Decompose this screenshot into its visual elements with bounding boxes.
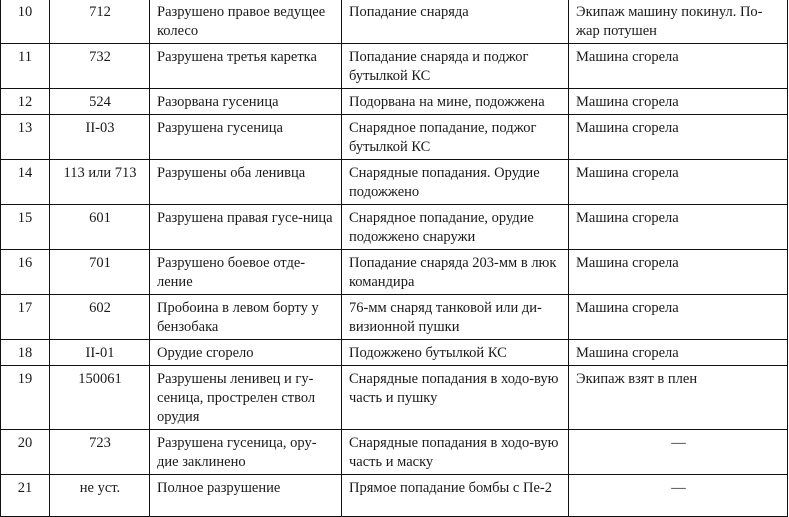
- vehicle-id: 712: [50, 0, 150, 44]
- result-cell: Машина сгорела: [569, 250, 788, 295]
- result-cell: Машина сгорела: [569, 44, 788, 89]
- damage-cell: Орудие сгорело: [150, 340, 342, 366]
- vehicle-id: 732: [50, 44, 150, 89]
- result-cell: —: [569, 475, 788, 517]
- table-row: [1, 250, 788, 295]
- cause-cell: Подожжено бутылкой КС: [342, 340, 569, 366]
- table-row: [1, 0, 788, 44]
- table-row: [1, 44, 788, 89]
- row-number: 17: [1, 295, 50, 340]
- result-cell: Машина сгорела: [569, 295, 788, 340]
- table-row: [1, 430, 788, 475]
- table-row: [1, 366, 788, 430]
- row-number: 16: [1, 250, 50, 295]
- vehicle-id: 150061: [50, 366, 150, 430]
- row-number: 19: [1, 366, 50, 430]
- cause-cell: Снарядные попадания в ходо-вую часть и пушку: [342, 366, 569, 430]
- cause-cell: 76-мм снаряд танковой или ди-визионной пушки: [342, 295, 569, 340]
- vehicle-id: 723: [50, 430, 150, 475]
- vehicle-id: II-01: [50, 340, 150, 366]
- result-cell: Машина сгорела: [569, 160, 788, 205]
- row-number: 20: [1, 430, 50, 475]
- result-cell: Машина сгорела: [569, 340, 788, 366]
- table-row: [1, 340, 788, 366]
- vehicle-id: 524: [50, 89, 150, 115]
- result-cell: Экипаж машину покинул. По-жар потушен: [569, 0, 788, 44]
- cause-cell: Прямое попадание бомбы с Пе-2: [342, 475, 569, 517]
- row-number: 10: [1, 0, 50, 44]
- table-row: [1, 205, 788, 250]
- result-cell: —: [569, 430, 788, 475]
- cause-cell: Подорвана на мине, подожжена: [342, 89, 569, 115]
- row-number: 15: [1, 205, 50, 250]
- cause-cell: Снарядное попадание, поджог бутылкой КС: [342, 115, 569, 160]
- table-row: [1, 160, 788, 205]
- result-cell: Экипаж взят в плен: [569, 366, 788, 430]
- row-number: 21: [1, 475, 50, 517]
- cause-cell: Попадание снаряда: [342, 0, 569, 44]
- result-cell: Машина сгорела: [569, 89, 788, 115]
- cause-cell: Попадание снаряда 203-мм в люк командира: [342, 250, 569, 295]
- damage-cell: Разрушена правая гусе-ница: [150, 205, 342, 250]
- table-row: [1, 89, 788, 115]
- damage-cell: Разрушена третья каретка: [150, 44, 342, 89]
- vehicle-id: 601: [50, 205, 150, 250]
- vehicle-id: 602: [50, 295, 150, 340]
- row-number: 13: [1, 115, 50, 160]
- vehicle-id: 701: [50, 250, 150, 295]
- damage-cell: Разрушено боевое отде-ление: [150, 250, 342, 295]
- table-row: [1, 295, 788, 340]
- damage-cell: Пробоина в левом борту у бензобака: [150, 295, 342, 340]
- damage-cell: Полное разрушение: [150, 475, 342, 517]
- vehicle-id: 113 или 713: [50, 160, 150, 205]
- cause-cell: Снарядные попадания в ходо-вую часть и маску: [342, 430, 569, 475]
- vehicle-id: не уст.: [50, 475, 150, 517]
- result-cell: Машина сгорела: [569, 115, 788, 160]
- damage-cell: Разрушены оба ленивца: [150, 160, 342, 205]
- cause-cell: Снарядное попадание, орудие подожжено снаружи: [342, 205, 569, 250]
- damage-cell: Разрушено правое ведущее колесо: [150, 0, 342, 44]
- damage-cell: Разрушены ленивец и гу-сеница, прострелен ствол орудия: [150, 366, 342, 430]
- table-row: [1, 475, 788, 517]
- vehicle-id: II-03: [50, 115, 150, 160]
- result-cell: Машина сгорела: [569, 205, 788, 250]
- damage-cell: Разрушена гусеница: [150, 115, 342, 160]
- damage-cell: Разорвана гусеница: [150, 89, 342, 115]
- table-row: [1, 115, 788, 160]
- row-number: 11: [1, 44, 50, 89]
- damage-cell: Разрушена гусеница, ору-дие заклинено: [150, 430, 342, 475]
- row-number: 18: [1, 340, 50, 366]
- row-number: 14: [1, 160, 50, 205]
- row-number: 12: [1, 89, 50, 115]
- cause-cell: Снарядные попадания. Орудие подожжено: [342, 160, 569, 205]
- cause-cell: Попадание снаряда и поджог бутылкой КС: [342, 44, 569, 89]
